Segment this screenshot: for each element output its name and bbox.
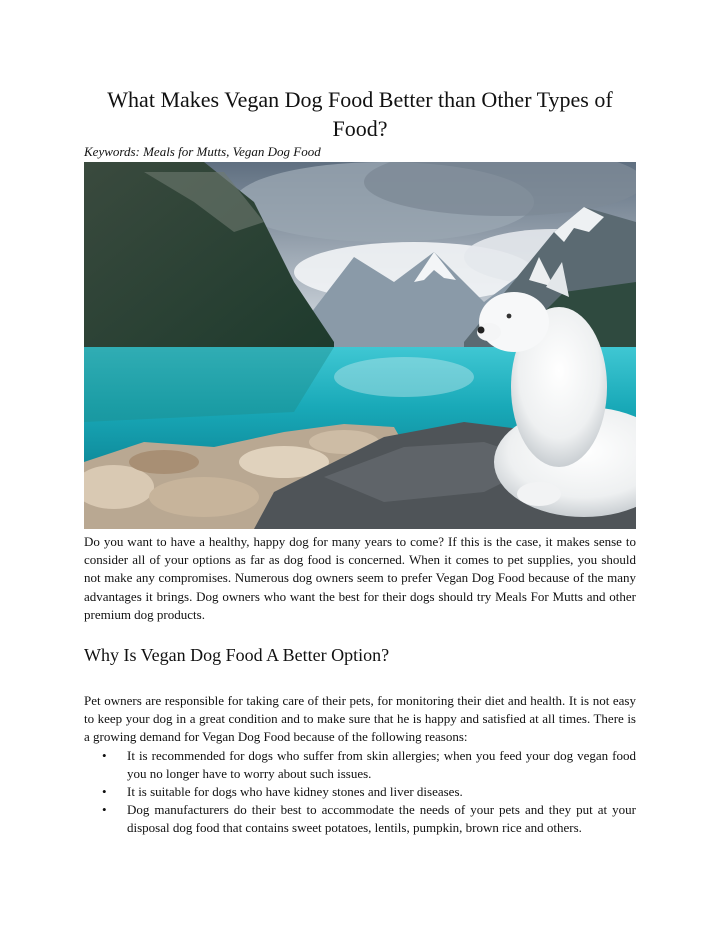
intro-paragraph: Do you want to have a healthy, happy dog for many years to come? If this is the case, it makes sense to consider all of your options as far as dog food is concerned. When it comes to pet supplies, you should not make any compromises. Numerous dog owners seem to prefer Vegan Dog Food because of the many advantages it brings. Dog owners who want the best for their dogs should try Meals For Mutts and other premium dog products. bbox=[84, 534, 636, 622]
list-item-text: It is suitable for dogs who have kidney stones and liver diseases. bbox=[127, 784, 463, 800]
hero-photo bbox=[84, 162, 636, 529]
list-item bbox=[84, 747, 636, 783]
keywords-line: Keywords: Meals for Mutts, Vegan Dog Food bbox=[84, 144, 321, 159]
section-heading: Why Is Vegan Dog Food A Better Option? bbox=[84, 645, 390, 666]
bullet-icon: • bbox=[102, 747, 107, 763]
reasons-list bbox=[84, 747, 636, 838]
bullet-icon: • bbox=[102, 784, 107, 800]
list-item-text: It is recommended for dogs who suffer from skin allergies; when you feed your dog vegan food you no longer have to worry about such issues. bbox=[127, 747, 636, 781]
document-page bbox=[84, 0, 636, 838]
section-paragraph: Pet owners are responsible for taking care of their pets, for monitoring their diet and health. It is not easy to keep your dog in a great condition and to make sure that he is happy and satisfied at all times. There is a growing demand for Vegan Dog Food because of the following reasons: bbox=[84, 693, 636, 745]
list-item-text: Dog manufacturers do their best to accommodate the needs of your pets and they put at your disposal dog food that contains sweet potatoes, lentils, pumpkin, brown rice and others. bbox=[127, 802, 636, 836]
lake-mountains-dog-illustration bbox=[84, 162, 636, 529]
document-title: What Makes Vegan Dog Food Better than Other Types of Food? bbox=[107, 87, 613, 141]
list-item bbox=[84, 801, 636, 837]
bullet-icon: • bbox=[102, 802, 107, 818]
list-item bbox=[84, 783, 636, 801]
